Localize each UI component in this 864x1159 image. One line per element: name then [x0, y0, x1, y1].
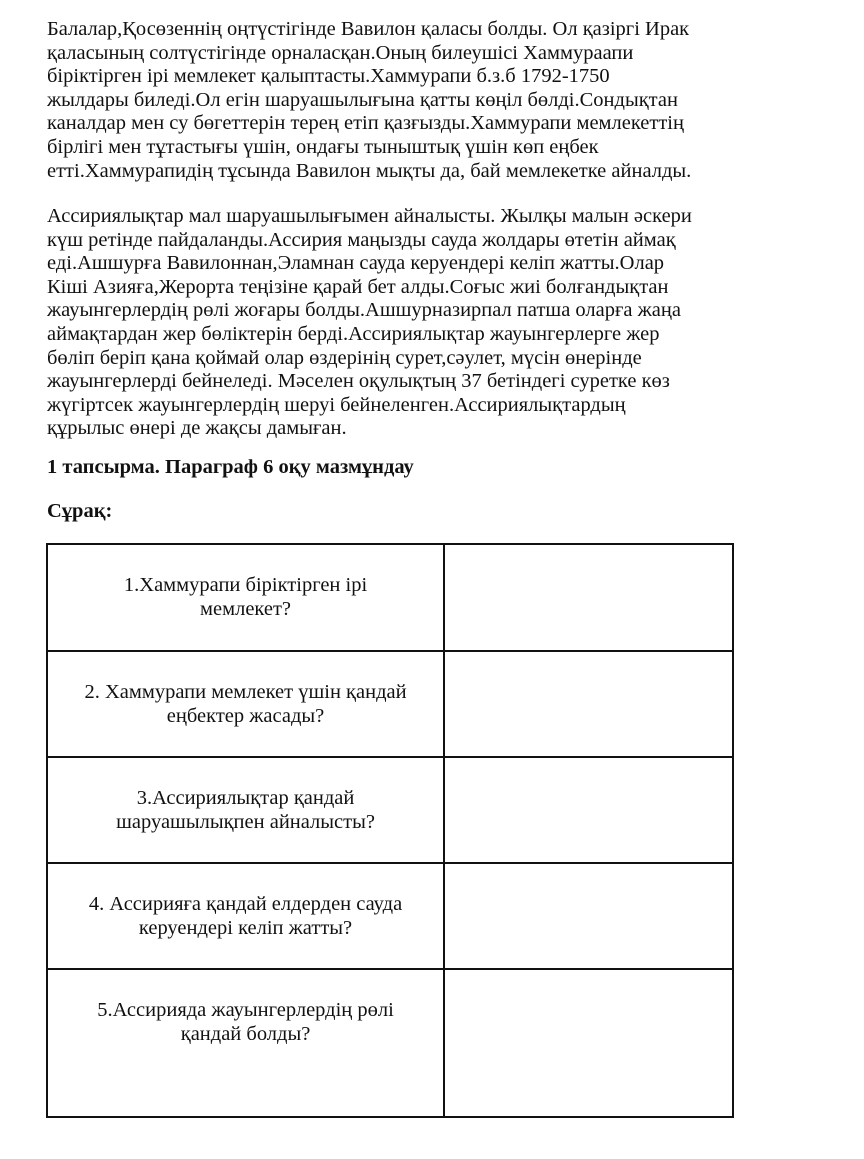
table-row	[47, 969, 733, 1117]
question-cell	[47, 757, 444, 863]
text-line: жылдары биледі.Ол егін шаруашылығына қатты көңіл бөлді.Сондықтан	[47, 88, 678, 111]
text-line: күш ретінде пайдаланды.Ассирия маңызды сауда жолдары өтетін аймақ	[47, 228, 676, 251]
text-line: жауынгерлерді бейнеледі. Мәселен оқулықтың 37 бетіндегі суретке көз	[47, 370, 670, 393]
paragraph-assyria	[47, 205, 817, 441]
text-line: қаласының солтүстігінде орналасқан.Оның билеушісі Хаммураапи	[47, 41, 634, 64]
answer-cell[interactable]	[444, 863, 733, 969]
question-line: шаруашылықпен айналысты?	[116, 811, 375, 833]
question-line: 5.Ассирияда жауынгерлердің рөлі	[97, 999, 394, 1021]
question-line: еңбектер жасады?	[166, 705, 325, 727]
question-line: мемлекет?	[200, 598, 292, 620]
answer-cell[interactable]	[444, 651, 733, 757]
text-line: Ассириялықтар мал шаруашылығымен айналысты. Жылқы малын әскери	[47, 205, 692, 227]
text-line: біріктірген ірі мемлекет қалыптасты.Хаммурапи б.з.б 1792-1750	[47, 65, 610, 88]
question-label: Сұрақ:	[47, 500, 113, 522]
question-line: 4. Ассирияға қандай елдерден сауда	[88, 893, 403, 915]
answer-cell[interactable]	[444, 969, 733, 1117]
question-line: 2. Хаммурапи мемлекет үшін қандай	[84, 681, 407, 703]
answer-cell[interactable]	[444, 757, 733, 863]
text-line: аймақтардан жер бөліктерін берді.Ассириялықтар жауынгерлерге жер	[47, 322, 660, 345]
question-line: 3.Ассириялықтар қандай	[136, 787, 355, 809]
table-row	[47, 651, 733, 757]
text-line: құрылыс өнері де жақсы дамыған.	[47, 417, 347, 440]
question-cell	[47, 544, 444, 651]
text-line: жүгіртсек жауынгерлердің шеруі бейнеленген.Ассириялықтардың	[47, 393, 626, 416]
question-table	[46, 543, 734, 1118]
table-row	[47, 863, 733, 969]
question-line: қандай болды?	[180, 1023, 311, 1045]
question-cell	[47, 651, 444, 757]
task-heading: 1 тапсырма. Параграф 6 оқу мазмұндау	[47, 456, 414, 478]
question-cell	[47, 969, 444, 1117]
table-row	[47, 544, 733, 651]
question-cell	[47, 863, 444, 969]
question-line: 1.Хаммурапи біріктірген ірі	[123, 574, 368, 596]
text-line: еді.Ашшурға Вавилоннан,Эламнан сауда керуендері келіп жатты.Олар	[47, 252, 665, 275]
text-line: Балалар,Қосөзеннің оңтүстігінде Вавилон қаласы болды. Ол қазіргі Ирак	[47, 18, 690, 40]
answer-cell[interactable]	[444, 544, 733, 651]
paragraph-babylon	[47, 18, 817, 183]
text-line: етті.Хаммурапидің тұсында Вавилон мықты да, бай мемлекетке айналды.	[47, 159, 692, 182]
text-line: Кіші Азияға,Жерорта теңізіне қарай бет алды.Соғыс жиі болғандықтан	[47, 275, 669, 298]
text-line: бөліп беріп қана қоймай олар өздерінің сурет,сәулет, мүсін өнерінде	[47, 346, 642, 369]
text-line: каналдар мен су бөгеттерін терең етіп қазғызды.Хаммурапи мемлекеттің	[47, 112, 684, 135]
text-line: бірлігі мен тұтастығы үшін, ондағы тыныштық үшін көп еңбек	[47, 135, 599, 158]
text-line: жауынгерлердің рөлі жоғары болды.Ашшурназирпал патша оларға жаңа	[47, 299, 681, 322]
question-line: керуендері келіп жатты?	[138, 917, 353, 939]
table-row	[47, 757, 733, 863]
